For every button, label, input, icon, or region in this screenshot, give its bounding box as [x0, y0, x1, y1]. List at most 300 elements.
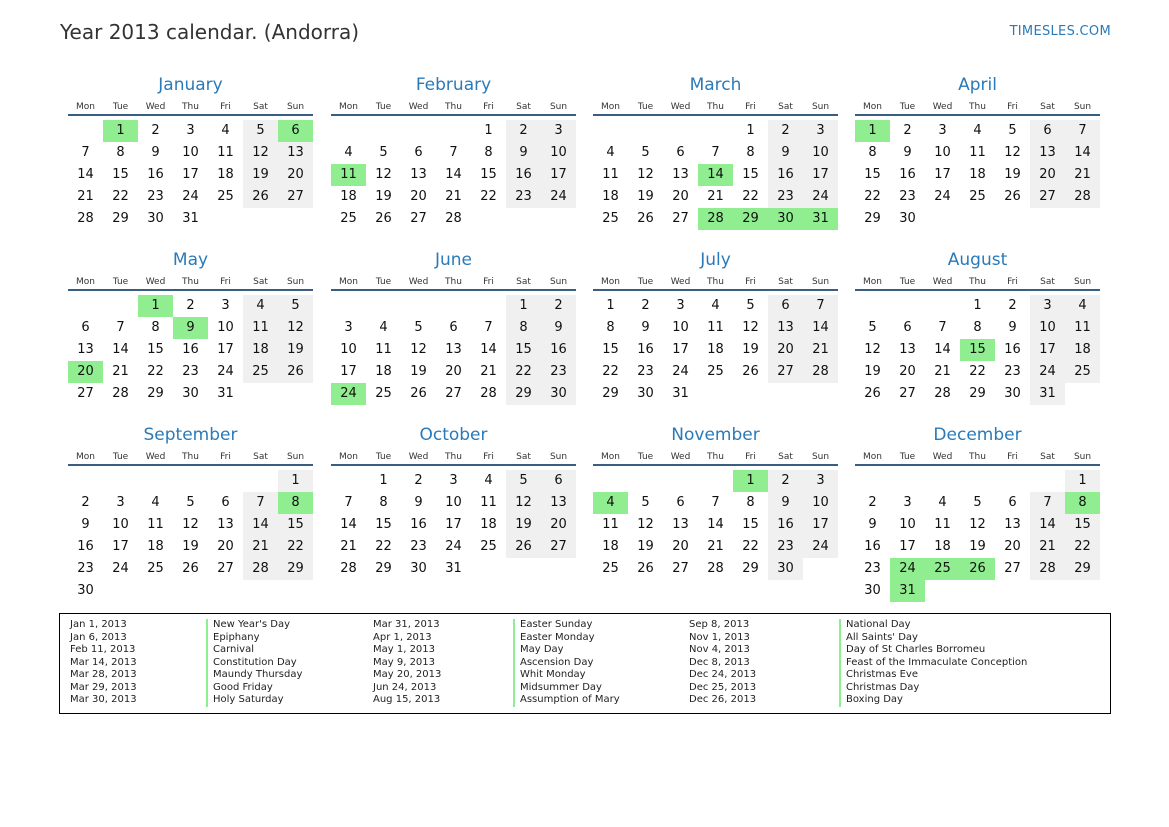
day-cell: 6	[676, 145, 685, 160]
day-cell: 18	[147, 539, 164, 554]
day-cell: 29	[864, 211, 881, 226]
day-cell: 21	[340, 539, 357, 554]
weekday-label: Sat	[778, 102, 793, 112]
day-cell: 28	[445, 211, 462, 226]
day-cell: 9	[768, 492, 803, 514]
day-cell: 7	[81, 145, 90, 160]
day-cell: 9	[541, 317, 576, 339]
weekday-label: Sun	[549, 277, 568, 287]
day-cell: 6	[1030, 120, 1065, 142]
weekday-label: Tue	[375, 452, 392, 462]
weekday-header	[68, 450, 313, 466]
day-cell: 12	[637, 167, 654, 182]
weekday-label: Tue	[112, 452, 129, 462]
day-empty	[173, 470, 208, 492]
weekday-header	[593, 450, 838, 466]
day-cell: 19	[742, 342, 759, 357]
day-empty	[331, 120, 366, 142]
weekday-label: Wed	[670, 452, 691, 462]
day-cell: 6	[449, 320, 458, 335]
day-cell-holiday: 29	[733, 208, 768, 230]
day-cell: 10	[182, 145, 199, 160]
day-cell: 23	[637, 364, 654, 379]
day-cell: 28	[112, 386, 129, 401]
weekday-label: Fri	[1007, 452, 1018, 462]
weekday-header	[593, 275, 838, 291]
day-cell: 24	[803, 536, 838, 558]
day-empty	[925, 295, 960, 317]
day-cell: 23	[506, 186, 541, 208]
day-grid	[331, 470, 576, 580]
month-name: November	[671, 425, 760, 445]
day-cell: 14	[707, 517, 724, 532]
weekday-label: Sun	[286, 452, 305, 462]
month-april	[855, 74, 1100, 230]
weekday-label: Mon	[339, 452, 358, 462]
day-cell: 23	[147, 189, 164, 204]
holiday-name: Boxing Day	[839, 694, 903, 707]
day-cell: 2	[151, 123, 160, 138]
day-cell: 16	[182, 342, 199, 357]
day-cell: 9	[81, 517, 90, 532]
day-cell: 25	[969, 189, 986, 204]
day-cell: 23	[1004, 364, 1021, 379]
weekday-label: Thu	[969, 452, 986, 462]
day-cell: 13	[77, 342, 94, 357]
day-cell: 18	[340, 189, 357, 204]
day-cell: 10	[112, 517, 129, 532]
holiday-row	[689, 657, 1099, 670]
day-cell: 24	[672, 364, 689, 379]
holiday-name: Easter Sunday	[513, 619, 592, 632]
day-cell: 1	[1065, 470, 1100, 492]
weekday-label: Thu	[707, 452, 724, 462]
holiday-name: Whit Monday	[513, 669, 586, 682]
day-cell: 20	[672, 189, 689, 204]
holiday-name: Maundy Thursday	[206, 669, 302, 682]
day-cell: 19	[637, 539, 654, 554]
weekday-label: Sat	[778, 452, 793, 462]
day-cell: 13	[768, 317, 803, 339]
day-cell: 21	[707, 189, 724, 204]
day-cell: 10	[340, 342, 357, 357]
day-cell: 3	[116, 495, 125, 510]
month-march	[593, 74, 838, 230]
day-cell: 18	[969, 167, 986, 182]
holiday-row	[70, 682, 373, 695]
day-cell: 18	[934, 539, 951, 554]
day-empty	[103, 470, 138, 492]
day-cell: 25	[243, 361, 278, 383]
weekday-label: Mon	[76, 102, 95, 112]
weekday-label: Mon	[76, 452, 95, 462]
day-cell-holiday: 31	[890, 580, 925, 602]
day-cell: 14	[1065, 142, 1100, 164]
day-cell: 5	[379, 145, 388, 160]
day-empty	[855, 470, 890, 492]
weekday-header	[593, 100, 838, 116]
day-cell: 16	[410, 517, 427, 532]
day-cell: 21	[112, 364, 129, 379]
day-cell: 30	[899, 211, 916, 226]
weekday-label: Mon	[863, 102, 882, 112]
day-cell: 9	[506, 142, 541, 164]
day-cell: 22	[742, 539, 759, 554]
day-empty	[138, 470, 173, 492]
holiday-date: Mar 31, 2013	[373, 619, 440, 630]
weekday-label: Mon	[76, 277, 95, 287]
day-cell: 17	[803, 514, 838, 536]
day-cell: 2	[903, 123, 912, 138]
weekday-label: Fri	[745, 102, 756, 112]
day-cell: 11	[934, 517, 951, 532]
holiday-row	[373, 694, 689, 707]
day-cell: 9	[151, 145, 160, 160]
day-cell: 27	[278, 186, 313, 208]
day-cell: 28	[707, 561, 724, 576]
day-cell: 11	[1065, 317, 1100, 339]
day-grid	[593, 295, 838, 405]
weekday-label: Tue	[637, 452, 654, 462]
day-cell: 23	[864, 561, 881, 576]
day-cell: 12	[637, 517, 654, 532]
day-cell: 22	[864, 189, 881, 204]
day-cell: 30	[77, 583, 94, 598]
day-cell: 21	[77, 189, 94, 204]
day-cell: 22	[112, 189, 129, 204]
day-cell: 2	[641, 298, 650, 313]
day-cell: 9	[903, 145, 912, 160]
holiday-name: Ascension Day	[513, 657, 593, 670]
day-cell: 27	[445, 386, 462, 401]
day-cell: 11	[969, 145, 986, 160]
day-cell: 15	[742, 517, 759, 532]
day-cell: 27	[899, 386, 916, 401]
day-empty	[628, 120, 663, 142]
day-cell: 20	[541, 514, 576, 536]
brand-link[interactable]: TIMESLES.COM	[1009, 24, 1111, 39]
day-cell: 31	[217, 386, 234, 401]
day-cell: 13	[899, 342, 916, 357]
weekday-label: Wed	[145, 102, 166, 112]
day-cell: 23	[410, 539, 427, 554]
month-september	[68, 424, 313, 602]
day-cell: 28	[480, 386, 497, 401]
weekday-label: Fri	[745, 452, 756, 462]
day-cell: 20	[410, 189, 427, 204]
day-cell: 29	[375, 561, 392, 576]
holiday-row	[689, 694, 1099, 707]
day-cell: 20	[899, 364, 916, 379]
weekday-label: Thu	[182, 452, 199, 462]
day-cell: 8	[868, 145, 877, 160]
day-cell: 3	[541, 120, 576, 142]
day-cell: 5	[868, 320, 877, 335]
holiday-name: Holy Saturday	[206, 694, 284, 707]
day-cell: 18	[602, 539, 619, 554]
day-cell: 3	[449, 473, 458, 488]
day-cell: 6	[81, 320, 90, 335]
weekday-label: Sat	[253, 452, 268, 462]
month-name: February	[415, 75, 492, 95]
day-cell: 27	[768, 361, 803, 383]
day-cell-holiday: 4	[593, 492, 628, 514]
day-cell: 3	[903, 495, 912, 510]
day-grid	[331, 295, 576, 405]
weekday-label: Sat	[516, 452, 531, 462]
day-cell: 13	[1030, 142, 1065, 164]
day-cell: 17	[182, 167, 199, 182]
day-cell: 12	[1004, 145, 1021, 160]
day-empty	[366, 295, 401, 317]
day-cell: 11	[375, 342, 392, 357]
day-cell: 11	[602, 167, 619, 182]
holiday-column	[689, 619, 1099, 713]
weekday-label: Tue	[899, 102, 916, 112]
day-cell: 28	[1030, 558, 1065, 580]
day-cell: 30	[1004, 386, 1021, 401]
holiday-date: Jan 6, 2013	[70, 631, 127, 643]
holiday-date: Mar 28, 2013	[70, 669, 137, 680]
day-cell: 1	[484, 123, 493, 138]
day-cell: 24	[1030, 361, 1065, 383]
day-cell: 5	[243, 120, 278, 142]
day-cell: 19	[410, 364, 427, 379]
day-cell: 9	[641, 320, 650, 335]
day-cell: 26	[1004, 189, 1021, 204]
weekday-label: Fri	[483, 277, 494, 287]
day-cell: 21	[445, 189, 462, 204]
weekday-label: Fri	[220, 102, 231, 112]
day-cell: 29	[278, 558, 313, 580]
day-cell: 19	[969, 539, 986, 554]
weekday-label: Mon	[863, 452, 882, 462]
day-cell: 18	[375, 364, 392, 379]
day-cell: 13	[672, 517, 689, 532]
day-empty	[401, 120, 436, 142]
day-cell: 7	[344, 495, 353, 510]
month-name: March	[689, 75, 742, 95]
day-cell: 21	[934, 364, 951, 379]
month-name: August	[947, 250, 1008, 270]
day-cell: 10	[217, 320, 234, 335]
day-cell: 17	[934, 167, 951, 182]
weekday-label: Sun	[549, 452, 568, 462]
holiday-name: All Saints' Day	[839, 632, 918, 645]
day-cell: 27	[672, 561, 689, 576]
day-cell: 31	[182, 211, 199, 226]
day-cell: 26	[637, 211, 654, 226]
weekday-label: Wed	[145, 277, 166, 287]
day-cell-holiday: 1	[138, 295, 173, 317]
weekday-label: Mon	[601, 277, 620, 287]
weekday-label: Wed	[670, 102, 691, 112]
weekday-label: Sat	[516, 277, 531, 287]
weekday-label: Sun	[549, 102, 568, 112]
weekday-label: Sat	[1040, 452, 1055, 462]
weekday-label: Sun	[811, 277, 830, 287]
day-cell-holiday: 20	[68, 361, 103, 383]
holiday-row	[373, 669, 689, 682]
day-cell: 3	[676, 298, 685, 313]
day-cell: 7	[1065, 120, 1100, 142]
holiday-row	[70, 657, 373, 670]
month-july	[593, 249, 838, 405]
holiday-date: May 1, 2013	[373, 644, 436, 655]
day-cell: 12	[969, 517, 986, 532]
day-cell: 17	[112, 539, 129, 554]
day-cell: 4	[243, 295, 278, 317]
weekday-label: Tue	[637, 277, 654, 287]
day-cell: 18	[707, 342, 724, 357]
month-name: June	[434, 250, 473, 270]
day-cell-holiday: 8	[1065, 492, 1100, 514]
day-cell: 27	[1004, 561, 1021, 576]
weekday-label: Thu	[445, 277, 462, 287]
weekday-header	[331, 450, 576, 466]
holiday-date: Mar 30, 2013	[70, 694, 137, 705]
weekday-label: Wed	[932, 277, 953, 287]
day-cell: 6	[676, 495, 685, 510]
day-cell: 6	[903, 320, 912, 335]
holiday-name: Christmas Eve	[839, 669, 918, 682]
day-cell: 19	[637, 189, 654, 204]
day-cell: 29	[969, 386, 986, 401]
page-title: Year 2013 calendar. (Andorra)	[60, 20, 360, 44]
weekday-label: Wed	[932, 452, 953, 462]
weekday-label: Thu	[707, 277, 724, 287]
day-cell: 15	[480, 167, 497, 182]
day-cell: 2	[1008, 298, 1017, 313]
day-cell: 14	[112, 342, 129, 357]
day-cell: 13	[1004, 517, 1021, 532]
day-cell: 10	[1030, 317, 1065, 339]
day-cell-holiday: 26	[960, 558, 995, 580]
day-cell: 27	[217, 561, 234, 576]
day-cell: 12	[278, 317, 313, 339]
day-cell: 31	[445, 561, 462, 576]
day-empty	[331, 470, 366, 492]
day-cell: 3	[803, 120, 838, 142]
day-empty	[663, 470, 698, 492]
holiday-row	[70, 694, 373, 707]
day-cell: 11	[707, 320, 724, 335]
day-empty	[593, 120, 628, 142]
day-cell: 13	[541, 492, 576, 514]
day-cell: 24	[445, 539, 462, 554]
day-cell-holiday: 25	[925, 558, 960, 580]
day-cell: 3	[221, 298, 230, 313]
weekday-label: Sat	[253, 277, 268, 287]
day-cell: 13	[278, 142, 313, 164]
holiday-name: Assumption of Mary	[513, 694, 620, 707]
weekday-label: Fri	[745, 277, 756, 287]
day-cell: 15	[506, 339, 541, 361]
weekday-header	[855, 275, 1100, 291]
weekday-label: Mon	[601, 102, 620, 112]
day-cell: 27	[541, 536, 576, 558]
weekday-label: Fri	[1007, 277, 1018, 287]
day-cell: 20	[1030, 164, 1065, 186]
day-cell: 27	[77, 386, 94, 401]
weekday-label: Thu	[182, 102, 199, 112]
holiday-date: Mar 14, 2013	[70, 656, 137, 668]
day-cell: 14	[1030, 514, 1065, 536]
day-cell: 2	[541, 295, 576, 317]
weekday-label: Wed	[670, 277, 691, 287]
day-cell: 22	[602, 364, 619, 379]
day-cell: 25	[375, 386, 392, 401]
day-cell: 14	[340, 517, 357, 532]
day-cell: 26	[182, 561, 199, 576]
weekday-label: Wed	[408, 277, 429, 287]
day-cell: 3	[803, 470, 838, 492]
holiday-date: Jan 1, 2013	[70, 619, 127, 630]
day-cell: 14	[445, 167, 462, 182]
weekday-label: Sat	[1040, 277, 1055, 287]
holiday-date: Jun 24, 2013	[373, 681, 437, 693]
day-cell-holiday: 9	[173, 317, 208, 339]
holiday-name: Feast of the Immaculate Conception	[839, 657, 1027, 670]
day-cell: 20	[445, 364, 462, 379]
day-cell: 6	[414, 145, 423, 160]
day-empty	[331, 295, 366, 317]
day-cell: 14	[480, 342, 497, 357]
day-empty	[436, 120, 471, 142]
day-cell-holiday: 11	[331, 164, 366, 186]
day-cell: 8	[606, 320, 615, 335]
day-cell: 26	[506, 536, 541, 558]
day-cell-holiday: 1	[855, 120, 890, 142]
day-cell-holiday: 30	[768, 208, 803, 230]
day-cell: 9	[1008, 320, 1017, 335]
day-cell: 16	[77, 539, 94, 554]
holiday-name: Midsummer Day	[513, 682, 602, 695]
weekday-label: Mon	[863, 277, 882, 287]
day-cell: 16	[147, 167, 164, 182]
day-cell: 25	[602, 211, 619, 226]
day-cell: 23	[899, 189, 916, 204]
day-cell: 6	[768, 295, 803, 317]
day-empty	[103, 295, 138, 317]
day-cell: 31	[672, 386, 689, 401]
month-name: May	[172, 250, 209, 270]
month-december	[855, 424, 1100, 602]
day-cell: 1	[746, 123, 755, 138]
day-cell: 20	[1004, 539, 1021, 554]
weekday-label: Sat	[516, 102, 531, 112]
day-cell: 7	[1030, 492, 1065, 514]
day-cell: 2	[768, 120, 803, 142]
holiday-name: May Day	[513, 644, 564, 657]
day-empty	[436, 295, 471, 317]
day-cell: 24	[934, 189, 951, 204]
day-cell: 10	[899, 517, 916, 532]
weekday-label: Sun	[1073, 277, 1092, 287]
day-cell: 9	[868, 517, 877, 532]
day-empty	[890, 295, 925, 317]
day-cell: 21	[1030, 536, 1065, 558]
weekday-label: Sat	[1040, 102, 1055, 112]
day-cell: 11	[602, 517, 619, 532]
weekday-label: Fri	[483, 452, 494, 462]
day-cell: 18	[1065, 339, 1100, 361]
day-cell: 16	[768, 164, 803, 186]
day-cell: 14	[243, 514, 278, 536]
day-cell: 30	[541, 383, 576, 405]
day-cell: 21	[707, 539, 724, 554]
holiday-date: Sep 8, 2013	[689, 619, 750, 630]
